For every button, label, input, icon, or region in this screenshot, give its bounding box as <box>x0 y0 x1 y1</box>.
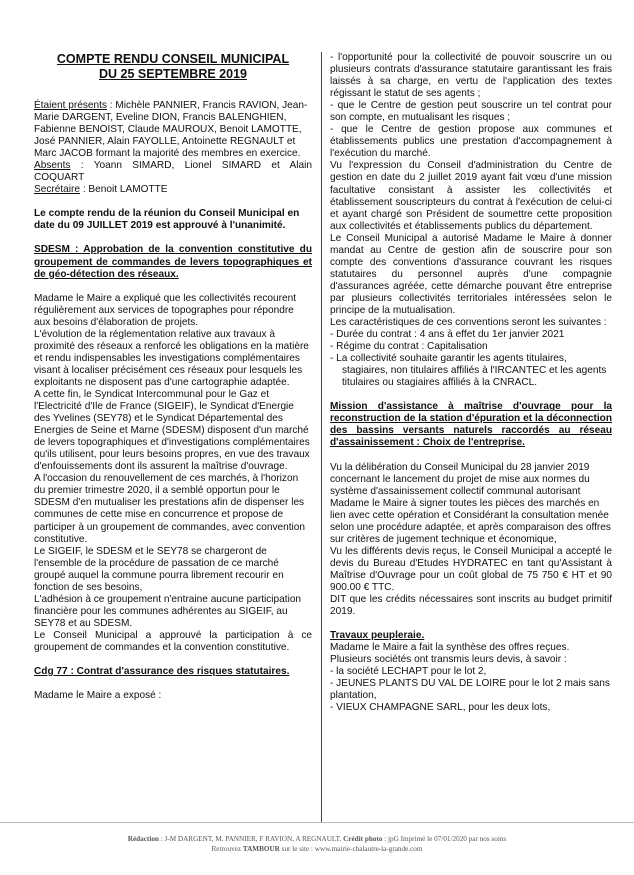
document-title-line1: COMPTE RENDU CONSEIL MUNICIPAL <box>56 52 290 66</box>
footer <box>0 822 634 854</box>
footer-line2-pre: Retrouvez <box>211 845 243 853</box>
sdesm-paragraph: A l'occasion du renouvellement de ces marchés, à l'horizon du premier trimestre 2020, il a semblé opportun pour le SDESM d'en mutualiser les prestations afin de dispenser les communes de cette mise en concurrence et propose de participer à un groupement de commandes, avec convention constitutive. <box>34 473 306 545</box>
presents-label: Étaient présents <box>34 100 107 111</box>
cdg-paragraph: - l'opportunité pour la collectivité de pouvoir souscrire un ou plusieurs contrats d'assurance statutaire garantissant les frais laissés à sa charge, en vertu de l'application des textes régissant le statut de ses agents ; <box>330 52 612 100</box>
list-item: - Régime du contrat : Capitalisation <box>330 341 488 353</box>
list-item: - La collectivité souhaite garantir les agents titulaires, stagiaires, non titulaires affiliés à l'IRCANTEC et les agents titulaires ou stagiaires affiliés à la CNRACL. <box>330 353 607 389</box>
travaux-heading: Travaux peupleraie. <box>330 630 425 642</box>
approval-statement: Le compte rendu de la réunion du Conseil Municipal en date du 09 JUILLET 2019 est approuvé à l'unanimité. <box>34 208 300 232</box>
list-item: - Durée du contrat : 4 ans à effet du 1er janvier 2021 <box>330 329 565 341</box>
footer-redaction-text: : J-M DARGENT, M. PANNIER, F RAVION, A REGNAULT. <box>158 835 344 843</box>
footer-line2-brand: TAMBOUR <box>242 845 280 853</box>
footer-credit-label: Crédit photo <box>343 835 383 843</box>
column-divider <box>321 52 322 822</box>
document-title-line2: DU 25 SEPTEMBRE 2019 <box>99 67 247 81</box>
list-item: - la société LECHAPT pour le lot 2, <box>330 666 487 678</box>
footer-redaction-label: Rédaction <box>127 835 159 843</box>
absents-text: : Yoann SIMARD, Lionel SIMARD et Alain COQUART <box>34 160 312 184</box>
cdg-heading: Cdg 77 : Contrat d'assurance des risques statutaires. <box>34 666 290 678</box>
list-item: - VIEUX CHAMPAGNE SARL, pour les deux lots, <box>330 702 551 714</box>
footer-line2 <box>0 844 634 854</box>
sdesm-paragraph: Le SIGEIF, le SDESM et le SEY78 se chargeront de l'ensemble de la procédure de passation de ce marché groupé auquel la commune pourra librement recourir en fonction de ses besoins, <box>34 545 284 593</box>
sdesm-paragraph: Le Conseil Municipal a approuvé la participation à ce groupement de commandes et la convention constitutive. <box>34 629 312 653</box>
mission-heading: Mission d'assistance à maîtrise d'ouvrage pour la reconstruction de la station d'épuration et la déconnection des bassins versants naturels raccordés au réseau d'assainissement : Choix de l'entreprise. <box>330 401 612 449</box>
cdg-intro: Madame le Maire a exposé : <box>34 690 162 702</box>
cdg-paragraph: Le Conseil Municipal a autorisé Madame le Maire à donner mandat au Centre de gestion afin de souscrire pour son compte des conventions d'assurance couvrant les risques statutaires du personnel auprès d'une compagnie d'assurances agréée, cette démarche pouvant être entreprise par plusieurs collectivités territoriales intéressées selon le principe de la mutualisation. <box>330 232 612 316</box>
cdg-paragraph: - que le Centre de gestion peut souscrire un tel contrat pour son compte, en mutualisant les risques ; <box>330 100 612 124</box>
footer-credit-text: : jpG Imprimé le 07/01/2020 par nos soins <box>382 835 507 843</box>
absents-label: Absents <box>34 160 71 172</box>
sdesm-paragraph: A cette fin, le Syndicat Intercommunal pour le Gaz et l'Electricité d'Ile de France (SIGEIF), le Syndicat d'Energie des Yvelines (SEY78) et le Syndicat Départemental des Energies de Seine et Marne (SDESM) disposent d'un marché de levers topographiques et d'investigations complémentaires qu'ils utilisent, pour leurs besoins propres, en vue des travaux d'enfouissements dont ils assurent la maîtrise d'ouvrage. <box>34 388 310 473</box>
sdesm-heading: SDESM : Approbation de la convention constitutive du groupement de commandes de levers topographiques et de géo-détection des réseaux. <box>34 244 312 280</box>
presents-paragraph <box>34 100 312 160</box>
convention-list <box>330 329 612 389</box>
sdesm-paragraph: L'adhésion à ce groupement n'entraine aucune participation financière pour les communes adhérentes au SIGEIF, au SEY78 et au SDESM. <box>34 593 302 629</box>
cdg-paragraph: Les caractéristiques de ces conventions seront les suivantes : <box>330 317 607 329</box>
mission-paragraph: Vu la délibération du Conseil Municipal du 28 janvier 2019 concernant le lancement du projet de mise aux normes du système d'assainissement collectif communal autorisant Madame le Maire à signer toutes les pièces des marchés en lien avec cette opération et Considérant la consultation menée selon une procédure adaptée, et après comparaison des offres sur critères de jugement technique et économique, <box>330 461 611 545</box>
sdesm-paragraph: Madame le Maire a expliqué que les collectivités recourent régulièrement aux services de topographes pour répondre aux besoins d'élaboration de projets. <box>34 292 297 328</box>
mission-paragraph: Vu les différents devis reçus, le Conseil Municipal a accepté le devis du Bureau d'Etudes HYDRATEC en tant qu'Assistant à Maîtrise d'Ouvrage pour un coût global de 75 750 € HT et 90 900.00 € TTC. <box>330 545 612 593</box>
list-item: - JEUNES PLANTS DU VAL DE LOIRE pour le lot 2 mais sans plantation, <box>330 678 610 702</box>
travaux-intro: Madame le Maire a fait la synthèse des offres reçues. Plusieurs sociétés ont transmis leurs devis, à savoir : <box>330 642 570 666</box>
cdg-paragraph: - que le Centre de gestion propose aux communes et établissements publics une prestation d'accompagnement à l'exécution du marché. <box>330 124 612 160</box>
right-column <box>330 52 612 714</box>
left-column <box>34 52 312 702</box>
sdesm-paragraph: L'évolution de la réglementation relative aux travaux à proximité des réseaux a renforcé les obligations en la matière et rendu indispensables les investigations complémentaires visant à localiser précisément ces réseaux pour lesquels les exploitants ne disposent pas d'une cartographie adaptée. <box>34 328 309 388</box>
secretaire-label: Secrétaire <box>34 184 81 196</box>
footer-website-link[interactable]: sur le site : www.mairie-chalautre-la-grande.com <box>279 845 423 853</box>
presents-text: : Michèle PANNIER, Francis RAVION, Jean-Marie DARGENT, Eveline DION, Francis BALENGHIEN, Fabienne BENOIST, Claude MAUROUX, Benoit LAMOTTE, José PANNIER, Alain FAYOLLE, Antoinette REGNAULT et Marc JACOB formant la majorité des membres en exercice. <box>34 100 308 160</box>
cdg-paragraph: Vu l'expression du Conseil d'administration du Centre de gestion en date du 2 juillet 2019 ayant fait vœu d'une mission facultative consistant à assister les collectivités et établissement souscripteurs du contrat à l'exécution de celui-ci et ayant chargé son Président de soumettre cette proposition aux collectivités et établissements publics du département. <box>330 160 612 232</box>
absents-paragraph <box>34 160 312 184</box>
secretaire-paragraph <box>34 184 312 196</box>
secretaire-text: : Benoit LAMOTTE <box>80 184 168 196</box>
footer-line1 <box>0 834 634 844</box>
mission-paragraph: DIT que les crédits nécessaires sont inscrits au budget primitif 2019. <box>330 594 612 618</box>
